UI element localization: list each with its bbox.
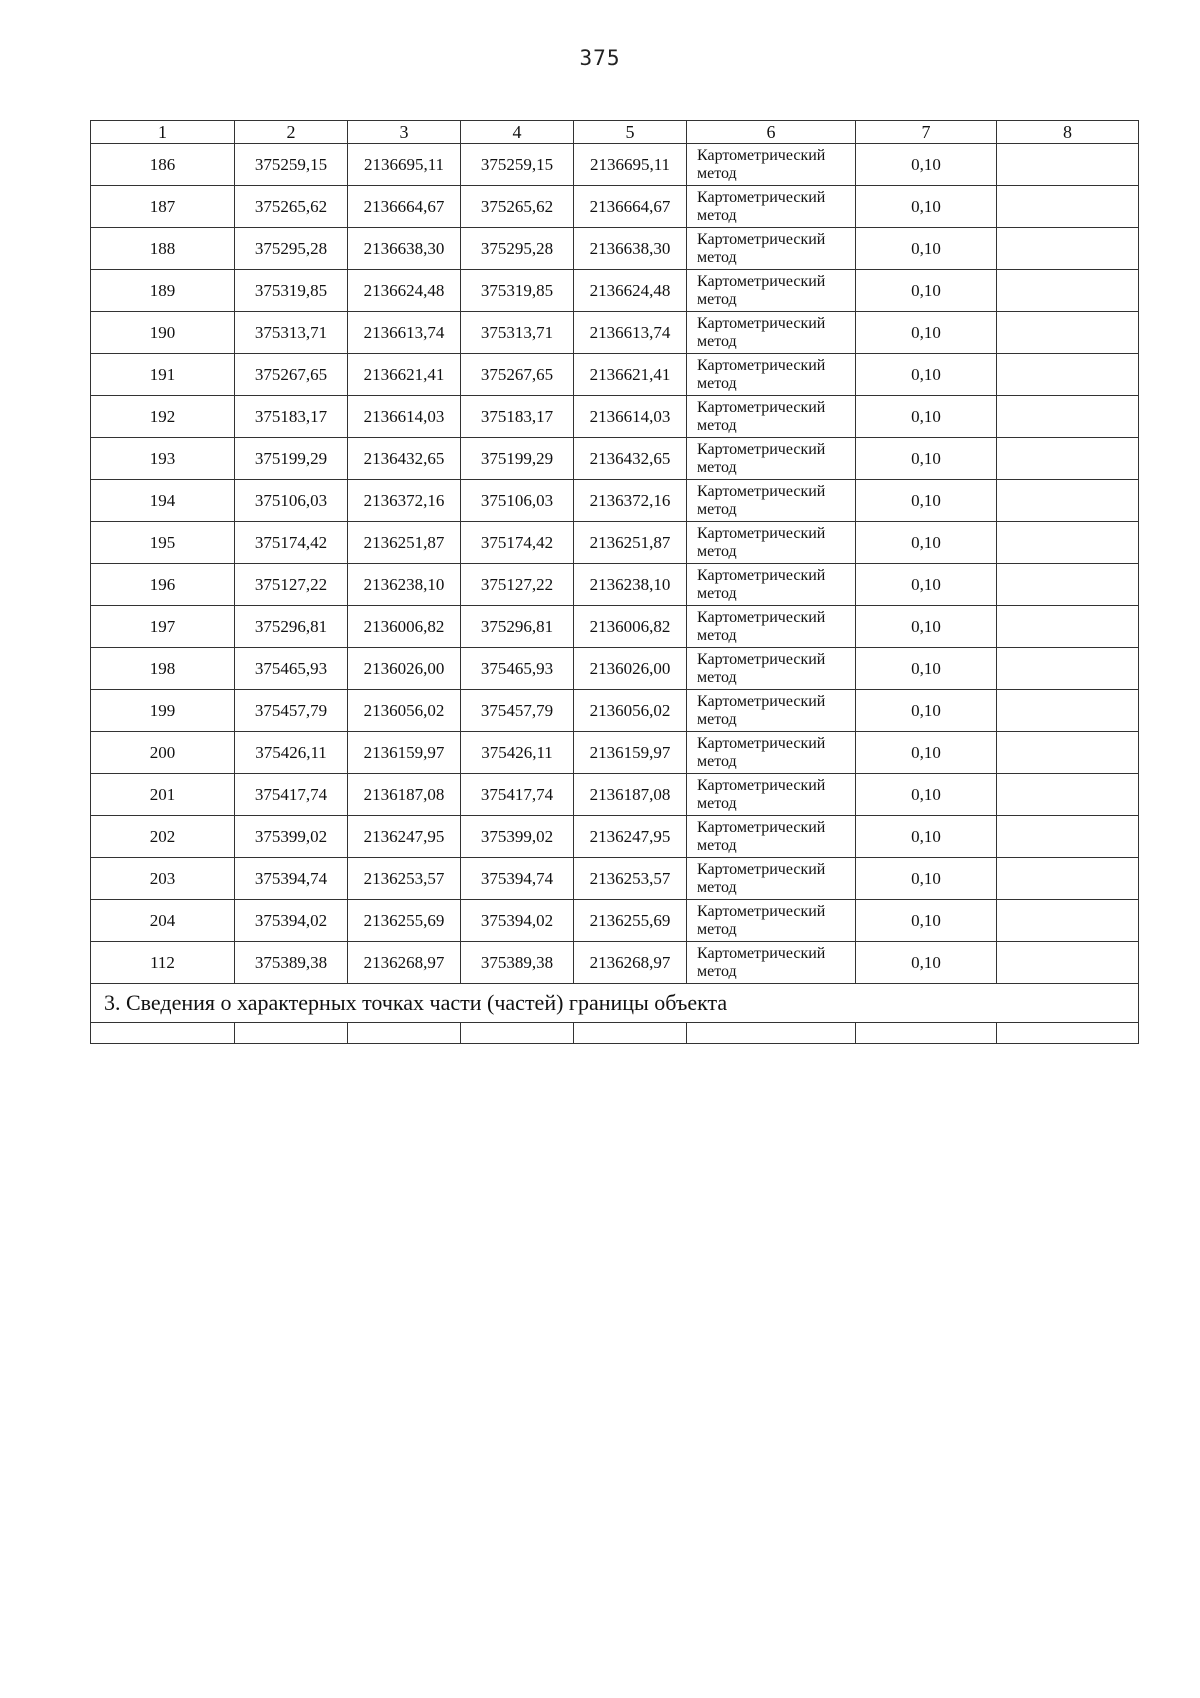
x-existing-cell: 375399,02 <box>235 816 348 858</box>
point-number-cell: 201 <box>91 774 235 816</box>
y-new-cell: 2136695,11 <box>574 144 687 186</box>
y-existing-cell: 2136238,10 <box>348 564 461 606</box>
accuracy-cell: 0,10 <box>856 816 997 858</box>
y-new-cell: 2136372,16 <box>574 480 687 522</box>
table-row <box>91 438 1139 480</box>
y-existing-cell: 2136664,67 <box>348 186 461 228</box>
y-new-cell: 2136638,30 <box>574 228 687 270</box>
x-existing-cell: 375106,03 <box>235 480 348 522</box>
note-cell <box>997 732 1139 774</box>
y-existing-cell: 2136255,69 <box>348 900 461 942</box>
note-cell <box>997 144 1139 186</box>
empty-cell <box>235 1023 348 1044</box>
note-cell <box>997 942 1139 984</box>
y-existing-cell: 2136613,74 <box>348 312 461 354</box>
x-new-cell: 375417,74 <box>461 774 574 816</box>
point-number-cell: 189 <box>91 270 235 312</box>
x-existing-cell: 375267,65 <box>235 354 348 396</box>
x-new-cell: 375389,38 <box>461 942 574 984</box>
accuracy-cell: 0,10 <box>856 858 997 900</box>
x-existing-cell: 375183,17 <box>235 396 348 438</box>
table-row <box>91 606 1139 648</box>
empty-cell <box>461 1023 574 1044</box>
column-header: 3 <box>348 121 461 144</box>
empty-cell <box>856 1023 997 1044</box>
table-row <box>91 858 1139 900</box>
y-existing-cell: 2136372,16 <box>348 480 461 522</box>
method-cell: Картометрический метод <box>687 354 856 396</box>
y-new-cell: 2136056,02 <box>574 690 687 732</box>
y-new-cell: 2136238,10 <box>574 564 687 606</box>
y-existing-cell: 2136621,41 <box>348 354 461 396</box>
method-cell: Картометрический метод <box>687 270 856 312</box>
accuracy-cell: 0,10 <box>856 606 997 648</box>
column-header: 4 <box>461 121 574 144</box>
table-row <box>91 774 1139 816</box>
note-cell <box>997 690 1139 732</box>
y-new-cell: 2136247,95 <box>574 816 687 858</box>
y-new-cell: 2136614,03 <box>574 396 687 438</box>
y-existing-cell: 2136247,95 <box>348 816 461 858</box>
note-cell <box>997 354 1139 396</box>
note-cell <box>997 312 1139 354</box>
table-row <box>91 732 1139 774</box>
accuracy-cell: 0,10 <box>856 228 997 270</box>
y-new-cell: 2136664,67 <box>574 186 687 228</box>
note-cell <box>997 522 1139 564</box>
method-cell: Картометрический метод <box>687 186 856 228</box>
table-row <box>91 900 1139 942</box>
method-cell: Картометрический метод <box>687 396 856 438</box>
method-cell: Картометрический метод <box>687 480 856 522</box>
x-existing-cell: 375265,62 <box>235 186 348 228</box>
table-row <box>91 270 1139 312</box>
note-cell <box>997 816 1139 858</box>
x-new-cell: 375399,02 <box>461 816 574 858</box>
method-cell: Картометрический метод <box>687 564 856 606</box>
empty-cell <box>574 1023 687 1044</box>
note-cell <box>997 270 1139 312</box>
x-new-cell: 375296,81 <box>461 606 574 648</box>
empty-row <box>91 1023 1139 1044</box>
table-row <box>91 312 1139 354</box>
x-new-cell: 375267,65 <box>461 354 574 396</box>
point-number-cell: 192 <box>91 396 235 438</box>
x-existing-cell: 375199,29 <box>235 438 348 480</box>
accuracy-cell: 0,10 <box>856 438 997 480</box>
point-number-cell: 194 <box>91 480 235 522</box>
point-number-cell: 112 <box>91 942 235 984</box>
x-existing-cell: 375295,28 <box>235 228 348 270</box>
table-row <box>91 816 1139 858</box>
note-cell <box>997 186 1139 228</box>
point-number-cell: 187 <box>91 186 235 228</box>
accuracy-cell: 0,10 <box>856 900 997 942</box>
y-existing-cell: 2136624,48 <box>348 270 461 312</box>
accuracy-cell: 0,10 <box>856 480 997 522</box>
table-row <box>91 144 1139 186</box>
accuracy-cell: 0,10 <box>856 732 997 774</box>
column-header-row <box>91 121 1139 144</box>
y-new-cell: 2136253,57 <box>574 858 687 900</box>
y-existing-cell: 2136268,97 <box>348 942 461 984</box>
note-cell <box>997 606 1139 648</box>
x-new-cell: 375127,22 <box>461 564 574 606</box>
accuracy-cell: 0,10 <box>856 186 997 228</box>
x-new-cell: 375319,85 <box>461 270 574 312</box>
x-existing-cell: 375465,93 <box>235 648 348 690</box>
coordinates-table <box>90 120 1139 1044</box>
table-row <box>91 690 1139 732</box>
table-row <box>91 354 1139 396</box>
point-number-cell: 200 <box>91 732 235 774</box>
point-number-cell: 190 <box>91 312 235 354</box>
point-number-cell: 203 <box>91 858 235 900</box>
y-existing-cell: 2136159,97 <box>348 732 461 774</box>
y-new-cell: 2136187,08 <box>574 774 687 816</box>
note-cell <box>997 396 1139 438</box>
accuracy-cell: 0,10 <box>856 144 997 186</box>
x-existing-cell: 375394,02 <box>235 900 348 942</box>
x-existing-cell: 375174,42 <box>235 522 348 564</box>
y-existing-cell: 2136695,11 <box>348 144 461 186</box>
y-existing-cell: 2136187,08 <box>348 774 461 816</box>
method-cell: Картометрический метод <box>687 606 856 648</box>
accuracy-cell: 0,10 <box>856 396 997 438</box>
y-existing-cell: 2136006,82 <box>348 606 461 648</box>
method-cell: Картометрический метод <box>687 942 856 984</box>
x-new-cell: 375426,11 <box>461 732 574 774</box>
x-new-cell: 375465,93 <box>461 648 574 690</box>
column-header: 5 <box>574 121 687 144</box>
x-existing-cell: 375259,15 <box>235 144 348 186</box>
empty-cell <box>997 1023 1139 1044</box>
y-new-cell: 2136613,74 <box>574 312 687 354</box>
x-existing-cell: 375313,71 <box>235 312 348 354</box>
accuracy-cell: 0,10 <box>856 312 997 354</box>
x-new-cell: 375295,28 <box>461 228 574 270</box>
x-existing-cell: 375319,85 <box>235 270 348 312</box>
x-new-cell: 375394,74 <box>461 858 574 900</box>
x-existing-cell: 375127,22 <box>235 564 348 606</box>
point-number-cell: 204 <box>91 900 235 942</box>
y-new-cell: 2136268,97 <box>574 942 687 984</box>
accuracy-cell: 0,10 <box>856 564 997 606</box>
table-row <box>91 942 1139 984</box>
accuracy-cell: 0,10 <box>856 690 997 732</box>
y-new-cell: 2136432,65 <box>574 438 687 480</box>
x-existing-cell: 375417,74 <box>235 774 348 816</box>
table-row <box>91 564 1139 606</box>
method-cell: Картометрический метод <box>687 690 856 732</box>
x-new-cell: 375265,62 <box>461 186 574 228</box>
y-new-cell: 2136255,69 <box>574 900 687 942</box>
accuracy-cell: 0,10 <box>856 648 997 690</box>
table-row <box>91 648 1139 690</box>
y-existing-cell: 2136253,57 <box>348 858 461 900</box>
table-row <box>91 186 1139 228</box>
accuracy-cell: 0,10 <box>856 774 997 816</box>
y-existing-cell: 2136056,02 <box>348 690 461 732</box>
y-new-cell: 2136251,87 <box>574 522 687 564</box>
page-number: 375 <box>579 46 621 70</box>
y-existing-cell: 2136638,30 <box>348 228 461 270</box>
column-header: 8 <box>997 121 1139 144</box>
point-number-cell: 197 <box>91 606 235 648</box>
method-cell: Картометрический метод <box>687 522 856 564</box>
point-number-cell: 186 <box>91 144 235 186</box>
y-existing-cell: 2136251,87 <box>348 522 461 564</box>
x-existing-cell: 375296,81 <box>235 606 348 648</box>
y-existing-cell: 2136614,03 <box>348 396 461 438</box>
column-header: 1 <box>91 121 235 144</box>
method-cell: Картометрический метод <box>687 228 856 270</box>
point-number-cell: 196 <box>91 564 235 606</box>
column-header: 6 <box>687 121 856 144</box>
x-existing-cell: 375457,79 <box>235 690 348 732</box>
section-title: 3. Сведения о характерных точках части (частей) границы объекта <box>91 984 1139 1023</box>
x-new-cell: 375313,71 <box>461 312 574 354</box>
x-new-cell: 375457,79 <box>461 690 574 732</box>
method-cell: Картометрический метод <box>687 648 856 690</box>
empty-cell <box>687 1023 856 1044</box>
x-existing-cell: 375389,38 <box>235 942 348 984</box>
table-row <box>91 396 1139 438</box>
note-cell <box>997 648 1139 690</box>
empty-cell <box>91 1023 235 1044</box>
empty-cell <box>348 1023 461 1044</box>
method-cell: Картометрический метод <box>687 858 856 900</box>
note-cell <box>997 900 1139 942</box>
y-new-cell: 2136159,97 <box>574 732 687 774</box>
accuracy-cell: 0,10 <box>856 522 997 564</box>
method-cell: Картометрический метод <box>687 144 856 186</box>
accuracy-cell: 0,10 <box>856 354 997 396</box>
x-new-cell: 375199,29 <box>461 438 574 480</box>
point-number-cell: 199 <box>91 690 235 732</box>
table-row <box>91 480 1139 522</box>
method-cell: Картометрический метод <box>687 732 856 774</box>
note-cell <box>997 858 1139 900</box>
table-body <box>91 121 1139 1044</box>
point-number-cell: 188 <box>91 228 235 270</box>
x-new-cell: 375106,03 <box>461 480 574 522</box>
method-cell: Картометрический метод <box>687 312 856 354</box>
column-header: 2 <box>235 121 348 144</box>
method-cell: Картометрический метод <box>687 438 856 480</box>
x-new-cell: 375174,42 <box>461 522 574 564</box>
accuracy-cell: 0,10 <box>856 942 997 984</box>
method-cell: Картометрический метод <box>687 774 856 816</box>
y-new-cell: 2136621,41 <box>574 354 687 396</box>
y-new-cell: 2136624,48 <box>574 270 687 312</box>
accuracy-cell: 0,10 <box>856 270 997 312</box>
x-existing-cell: 375426,11 <box>235 732 348 774</box>
point-number-cell: 198 <box>91 648 235 690</box>
note-cell <box>997 228 1139 270</box>
y-new-cell: 2136006,82 <box>574 606 687 648</box>
point-number-cell: 202 <box>91 816 235 858</box>
x-existing-cell: 375394,74 <box>235 858 348 900</box>
y-existing-cell: 2136026,00 <box>348 648 461 690</box>
point-number-cell: 195 <box>91 522 235 564</box>
point-number-cell: 193 <box>91 438 235 480</box>
y-existing-cell: 2136432,65 <box>348 438 461 480</box>
note-cell <box>997 438 1139 480</box>
point-number-cell: 191 <box>91 354 235 396</box>
note-cell <box>997 480 1139 522</box>
x-new-cell: 375394,02 <box>461 900 574 942</box>
note-cell <box>997 564 1139 606</box>
note-cell <box>997 774 1139 816</box>
section-row <box>91 984 1139 1023</box>
y-new-cell: 2136026,00 <box>574 648 687 690</box>
method-cell: Картометрический метод <box>687 900 856 942</box>
table-row <box>91 228 1139 270</box>
table-row <box>91 522 1139 564</box>
x-new-cell: 375259,15 <box>461 144 574 186</box>
x-new-cell: 375183,17 <box>461 396 574 438</box>
column-header: 7 <box>856 121 997 144</box>
method-cell: Картометрический метод <box>687 816 856 858</box>
